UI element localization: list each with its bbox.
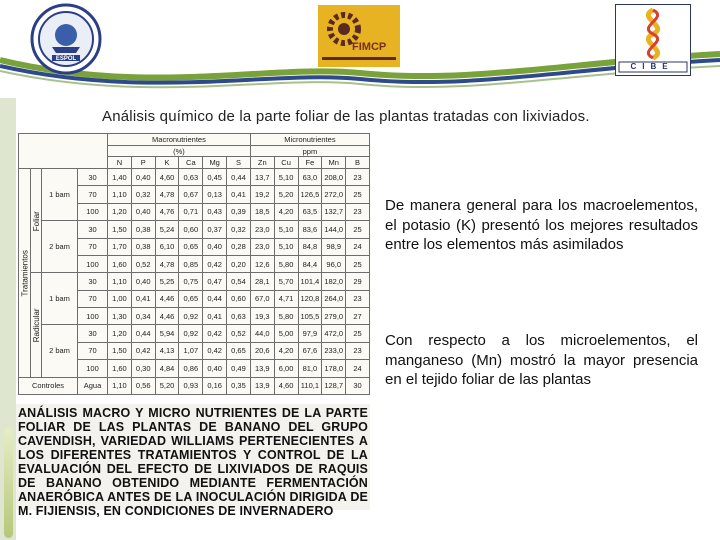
header-banner: [0, 0, 720, 98]
value-cell: 1,10: [108, 186, 132, 203]
table-row: [19, 273, 370, 290]
value-cell: 0,63: [227, 308, 251, 325]
mode-cell: 2 bam: [42, 221, 78, 273]
column-header: Zn: [250, 157, 274, 169]
value-cell: 5,10: [274, 221, 298, 238]
value-cell: 25: [346, 186, 370, 203]
value-cell: 4,84: [155, 360, 179, 377]
value-cell: 0,75: [179, 273, 203, 290]
value-cell: 97,9: [298, 325, 322, 342]
nutrient-table-image: [18, 133, 370, 395]
value-cell: 1,10: [108, 273, 132, 290]
value-cell: 208,0: [322, 169, 346, 186]
value-cell: 1,00: [108, 290, 132, 307]
value-cell: 5,70: [274, 273, 298, 290]
value-cell: 126,5: [298, 186, 322, 203]
mode-cell: 1 bam: [42, 273, 78, 325]
value-cell: 0,92: [179, 325, 203, 342]
value-cell: 0,38: [131, 221, 155, 238]
value-cell: 0,67: [179, 186, 203, 203]
value-cell: 4,13: [155, 342, 179, 359]
paragraph-macroelements: De manera general para los macroelementos, el potasio (K) presentó los mejores resultados entre los elementos más asimilados: [385, 197, 698, 253]
value-cell: 4,46: [155, 290, 179, 307]
dose-cell: 70: [78, 186, 108, 203]
value-cell: 67,6: [298, 342, 322, 359]
value-cell: 67,0: [250, 290, 274, 307]
value-cell: 23,0: [250, 221, 274, 238]
value-cell: 18,5: [250, 203, 274, 220]
value-cell: 0,38: [131, 238, 155, 255]
value-cell: 23: [346, 169, 370, 186]
value-cell: 279,0: [322, 308, 346, 325]
value-cell: 0,56: [131, 377, 155, 395]
value-cell: 0,40: [131, 203, 155, 220]
value-cell: 264,0: [322, 290, 346, 307]
value-cell: 0,93: [179, 377, 203, 395]
value-cell: 5,94: [155, 325, 179, 342]
dose-cell: 100: [78, 360, 108, 377]
value-cell: 5,80: [274, 308, 298, 325]
value-cell: 13,9: [250, 377, 274, 395]
value-cell: 0,32: [227, 221, 251, 238]
value-cell: 29: [346, 273, 370, 290]
fimcp-logo: [318, 5, 400, 67]
value-cell: 1,07: [179, 342, 203, 359]
value-cell: 0,42: [203, 255, 227, 272]
table-caption: ANÁLISIS MACRO Y MICRO NUTRIENTES DE LA PARTE FOLIAR DE LAS PLANTAS DE BANANO DEL GRUPO CAVENDISH, VARIEDAD WILLIAMS PERTENECIENTES A LOS DIFERENTES TRATAMIENTOS Y CONTROL DE LA EVALUACIÓN DEL EFECTO DE LIXIVIADOS DE RAQUIS DE BANANO OBTENIDO MEDIANTE FERMENTACIÓN ANAERÓBICA ANTES DE LA INOCULACIÓN DIRIGIDA DE M. FIJIENSIS, EN CONDICIONES DE INVERNADERO: [18, 406, 368, 518]
value-cell: 1,20: [108, 325, 132, 342]
dose-cell: 100: [78, 308, 108, 325]
value-cell: 0,92: [179, 308, 203, 325]
value-cell: 0,40: [131, 169, 155, 186]
value-cell: 4,76: [155, 203, 179, 220]
value-cell: 0,30: [131, 360, 155, 377]
value-cell: 0,63: [179, 169, 203, 186]
value-cell: 25: [346, 325, 370, 342]
value-cell: 5,00: [274, 325, 298, 342]
value-cell: 0,42: [203, 342, 227, 359]
value-cell: 0,65: [179, 290, 203, 307]
column-header: B: [346, 157, 370, 169]
header-macronutrients: Macronutrientes: [108, 134, 251, 146]
value-cell: 20,6: [250, 342, 274, 359]
column-header: Mg: [203, 157, 227, 169]
value-cell: 84,8: [298, 238, 322, 255]
table-row: [19, 325, 370, 342]
value-cell: 0,60: [227, 290, 251, 307]
column-header: Cu: [274, 157, 298, 169]
value-cell: 272,0: [322, 186, 346, 203]
value-cell: 110,1: [298, 377, 322, 395]
value-cell: 23,0: [250, 238, 274, 255]
value-cell: 0,60: [179, 221, 203, 238]
value-cell: 27: [346, 308, 370, 325]
sub-label-radicular: Radicular: [31, 273, 42, 377]
value-cell: 63,5: [298, 203, 322, 220]
value-cell: 128,7: [322, 377, 346, 395]
value-cell: 0,40: [131, 273, 155, 290]
value-cell: 120,8: [298, 290, 322, 307]
value-cell: 23: [346, 203, 370, 220]
espol-logo: [30, 3, 102, 75]
dose-cell: 70: [78, 290, 108, 307]
value-cell: 0,28: [227, 238, 251, 255]
value-cell: 0,52: [131, 255, 155, 272]
value-cell: 0,13: [203, 186, 227, 203]
value-cell: 30: [346, 377, 370, 395]
dose-cell: 30: [78, 273, 108, 290]
value-cell: 96,0: [322, 255, 346, 272]
value-cell: 13,9: [250, 360, 274, 377]
value-cell: 0,41: [131, 290, 155, 307]
value-cell: 5,10: [274, 169, 298, 186]
value-cell: 13,7: [250, 169, 274, 186]
dose-cell: 30: [78, 221, 108, 238]
value-cell: 6,00: [274, 360, 298, 377]
value-cell: 19,3: [250, 308, 274, 325]
value-cell: 24: [346, 360, 370, 377]
paragraph-microelements: Con respecto a los microelementos, el manganeso (Mn) mostró la mayor presencia en el tejido foliar de las plantas: [385, 332, 698, 388]
value-cell: 1,50: [108, 221, 132, 238]
column-header: Fe: [298, 157, 322, 169]
nutrient-table: [18, 133, 370, 395]
value-cell: 0,39: [227, 203, 251, 220]
header-micronutrients: Micronutrientes: [250, 134, 369, 146]
value-cell: 1,40: [108, 169, 132, 186]
value-cell: 1,60: [108, 255, 132, 272]
value-cell: 233,0: [322, 342, 346, 359]
value-cell: 84,4: [298, 255, 322, 272]
value-cell: 101,4: [298, 273, 322, 290]
value-cell: 132,7: [322, 203, 346, 220]
value-cell: 24: [346, 238, 370, 255]
dose-cell: 30: [78, 169, 108, 186]
value-cell: 105,5: [298, 308, 322, 325]
value-cell: 0,43: [203, 203, 227, 220]
value-cell: 0,41: [203, 308, 227, 325]
value-cell: 5,24: [155, 221, 179, 238]
value-cell: 1,20: [108, 203, 132, 220]
value-cell: 0,16: [203, 377, 227, 395]
slide-title: Análisis químico de la parte foliar de las plantas tratadas con lixiviados.: [102, 108, 590, 125]
value-cell: 144,0: [322, 221, 346, 238]
value-cell: 4,60: [274, 377, 298, 395]
control-mode-cell: Agua: [78, 377, 108, 395]
value-cell: 28,1: [250, 273, 274, 290]
value-cell: 1,30: [108, 308, 132, 325]
svg-text:ESPOL: ESPOL: [55, 56, 77, 62]
value-cell: 0,41: [227, 186, 251, 203]
value-cell: 0,42: [131, 342, 155, 359]
value-cell: 1,60: [108, 360, 132, 377]
value-cell: 4,20: [274, 203, 298, 220]
value-cell: 44,0: [250, 325, 274, 342]
group-label-treatments: Tratamientos: [19, 169, 31, 378]
value-cell: 0,20: [227, 255, 251, 272]
value-cell: 0,34: [131, 308, 155, 325]
value-cell: 23: [346, 342, 370, 359]
left-decorative-strip: [0, 98, 16, 540]
mode-cell: 2 bam: [42, 325, 78, 377]
value-cell: 25: [346, 221, 370, 238]
value-cell: 4,78: [155, 186, 179, 203]
value-cell: 81,0: [298, 360, 322, 377]
value-cell: 5,20: [274, 186, 298, 203]
value-cell: 19,2: [250, 186, 274, 203]
dose-cell: 100: [78, 255, 108, 272]
value-cell: 0,40: [203, 238, 227, 255]
value-cell: 0,45: [203, 169, 227, 186]
value-cell: 0,44: [227, 169, 251, 186]
value-cell: 12,6: [250, 255, 274, 272]
value-cell: 472,0: [322, 325, 346, 342]
dose-cell: 70: [78, 342, 108, 359]
value-cell: 1,50: [108, 342, 132, 359]
value-cell: 6,10: [155, 238, 179, 255]
cibe-logo-text: CIBE: [630, 62, 674, 71]
value-cell: 4,71: [274, 290, 298, 307]
value-cell: 0,40: [203, 360, 227, 377]
value-cell: 1,70: [108, 238, 132, 255]
dose-cell: 100: [78, 203, 108, 220]
value-cell: 0,44: [131, 325, 155, 342]
value-cell: 0,71: [179, 203, 203, 220]
value-cell: 0,49: [227, 360, 251, 377]
value-cell: 0,85: [179, 255, 203, 272]
column-header: S: [227, 157, 251, 169]
fimcp-logo-text: FIMCP: [352, 41, 387, 53]
table-row: [19, 169, 370, 186]
dose-cell: 70: [78, 238, 108, 255]
value-cell: 4,20: [274, 342, 298, 359]
value-cell: 23: [346, 290, 370, 307]
sub-label-foliar: Foliar: [31, 169, 42, 273]
value-cell: 0,35: [227, 377, 251, 395]
value-cell: 5,20: [155, 377, 179, 395]
value-cell: 0,65: [227, 342, 251, 359]
value-cell: 0,54: [227, 273, 251, 290]
value-cell: 4,60: [155, 169, 179, 186]
dose-cell: 30: [78, 325, 108, 342]
column-header: K: [155, 157, 179, 169]
table-row: [19, 221, 370, 238]
value-cell: 0,37: [203, 221, 227, 238]
value-cell: 5,80: [274, 255, 298, 272]
value-cell: 0,42: [203, 325, 227, 342]
column-header: P: [131, 157, 155, 169]
control-row: [19, 377, 370, 395]
unit-micro: ppm: [250, 146, 369, 157]
value-cell: 4,46: [155, 308, 179, 325]
value-cell: 178,0: [322, 360, 346, 377]
value-cell: 0,65: [179, 238, 203, 255]
value-cell: 0,44: [203, 290, 227, 307]
value-cell: 0,86: [179, 360, 203, 377]
column-header: Ca: [179, 157, 203, 169]
value-cell: 182,0: [322, 273, 346, 290]
value-cell: 5,25: [155, 273, 179, 290]
mode-cell: 1 bam: [42, 169, 78, 221]
controls-label: Controles: [19, 377, 78, 395]
value-cell: 0,47: [203, 273, 227, 290]
value-cell: 1,10: [108, 377, 132, 395]
value-cell: 4,78: [155, 255, 179, 272]
value-cell: 0,32: [131, 186, 155, 203]
value-cell: 83,6: [298, 221, 322, 238]
value-cell: 0,52: [227, 325, 251, 342]
value-cell: 63,0: [298, 169, 322, 186]
column-header: Mn: [322, 157, 346, 169]
column-header: N: [108, 157, 132, 169]
table-header-row-1: [19, 134, 370, 146]
value-cell: 98,9: [322, 238, 346, 255]
value-cell: 25: [346, 255, 370, 272]
unit-macro: (%): [108, 146, 251, 157]
value-cell: 5,10: [274, 238, 298, 255]
